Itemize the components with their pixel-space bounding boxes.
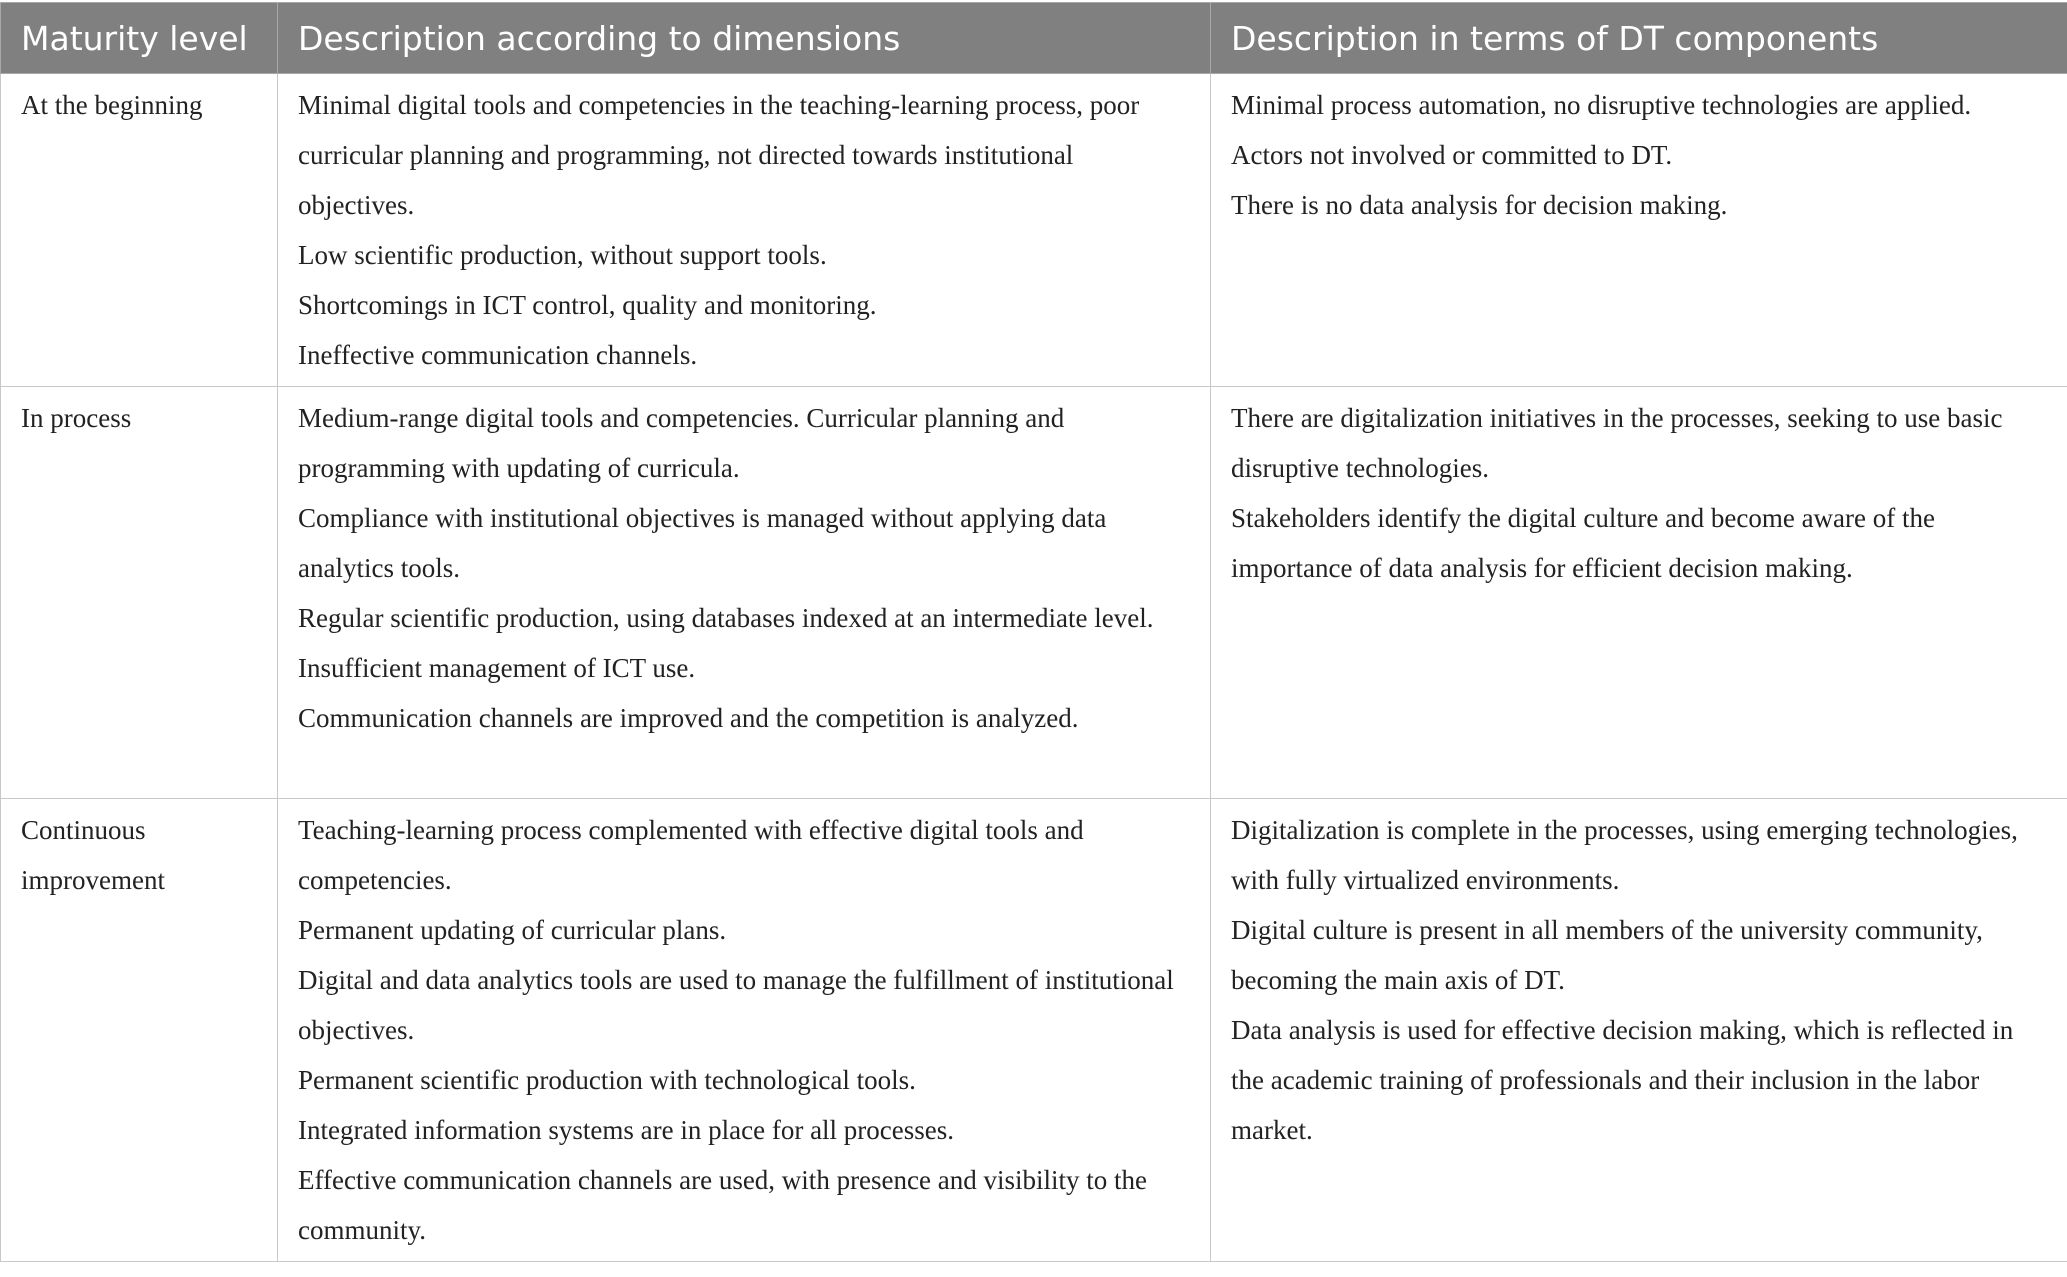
dimensions-item: Digital and data analytics tools are used to manage the fulfillment of institutional objectives. [298, 955, 1190, 1055]
dimensions-item: Low scientific production, without support tools. [298, 230, 1190, 280]
dimensions-item: Communication channels are improved and the competition is analyzed. [298, 693, 1190, 743]
dimensions-item: Ineffective communication channels. [298, 330, 1190, 380]
header-maturity-level: Maturity level [1, 3, 278, 74]
table-row [1, 799, 2067, 1262]
maturity-table [0, 2, 2067, 1262]
components-cell [1211, 799, 2067, 1262]
table-row [1, 387, 2067, 799]
components-item: There are digitalization initiatives in the processes, seeking to use basic disruptive technologies. [1231, 393, 2047, 493]
components-item: Digitalization is complete in the processes, using emerging technologies, with fully virtualized environments. [1231, 805, 2047, 905]
dimensions-item: Permanent updating of curricular plans. [298, 905, 1190, 955]
dimensions-item: Integrated information systems are in place for all processes. [298, 1105, 1190, 1155]
components-cell [1211, 74, 2067, 387]
dimensions-cell [278, 799, 1211, 1262]
components-item: Digital culture is present in all members of the university community, becoming the main axis of DT. [1231, 905, 2047, 1005]
dimensions-cell [278, 387, 1211, 799]
dimensions-item: Compliance with institutional objectives is managed without applying data analytics tools. [298, 493, 1190, 593]
dimensions-item: Effective communication channels are used, with presence and visibility to the community. [298, 1155, 1190, 1255]
components-item: Minimal process automation, no disruptive technologies are applied. [1231, 80, 2047, 130]
header-row [1, 3, 2067, 74]
maturity-level-cell: At the beginning [1, 74, 278, 387]
dimensions-item: Teaching-learning process complemented with effective digital tools and competencies. [298, 805, 1190, 905]
components-item: Actors not involved or committed to DT. [1231, 130, 2047, 180]
maturity-level-cell: In process [1, 387, 278, 799]
components-item: There is no data analysis for decision making. [1231, 180, 2047, 230]
dimensions-item: Medium-range digital tools and competencies. Curricular planning and programming with updating of curricula. [298, 393, 1190, 493]
dimensions-item: Insufficient management of ICT use. [298, 643, 1190, 693]
dimensions-cell [278, 74, 1211, 387]
table-row [1, 74, 2067, 387]
dimensions-item: Regular scientific production, using databases indexed at an intermediate level. [298, 593, 1190, 643]
dimensions-item: Shortcomings in ICT control, quality and monitoring. [298, 280, 1190, 330]
dimensions-item: Minimal digital tools and competencies in the teaching-learning process, poor curricular planning and programming, not directed towards institutional objectives. [298, 80, 1190, 230]
header-dt-components: Description in terms of DT components [1211, 3, 2067, 74]
components-cell [1211, 387, 2067, 799]
dimensions-item: Permanent scientific production with technological tools. [298, 1055, 1190, 1105]
components-item: Data analysis is used for effective decision making, which is reflected in the academic training of professionals and their inclusion in the labor market. [1231, 1005, 2047, 1155]
components-item: Stakeholders identify the digital culture and become aware of the importance of data analysis for efficient decision making. [1231, 493, 2047, 593]
maturity-level-cell: Continuous improvement [1, 799, 278, 1262]
header-dimensions: Description according to dimensions [278, 3, 1211, 74]
